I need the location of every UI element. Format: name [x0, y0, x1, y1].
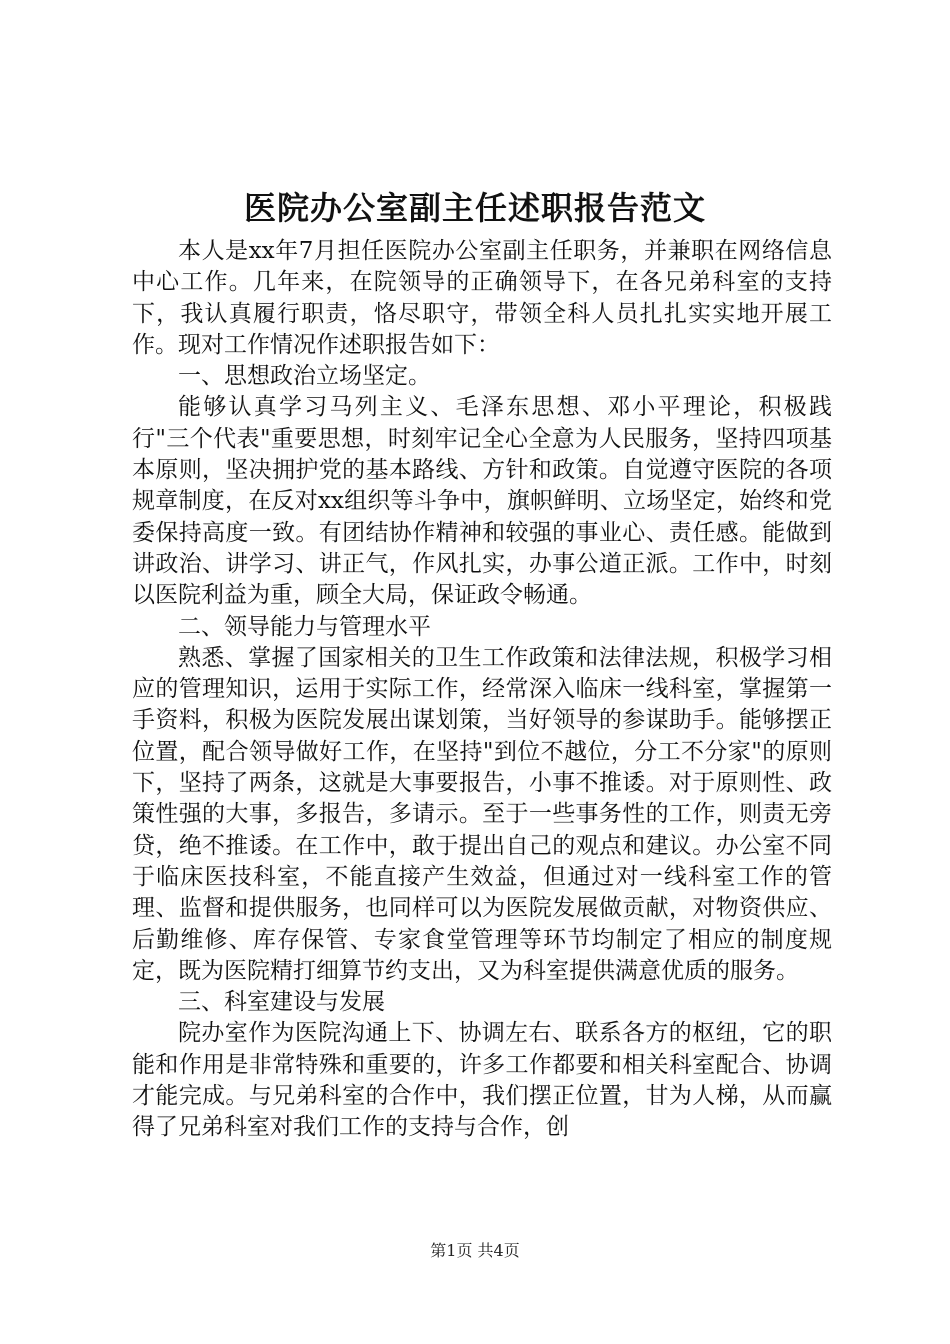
section-heading-3: 三、科室建设与发展	[178, 989, 385, 1016]
page-footer	[0, 1241, 950, 1261]
section-heading-2: 二、领导能力与管理水平	[178, 613, 431, 640]
document-title: 医院办公室副主任述职报告范文	[243, 189, 706, 227]
section-paragraph-3: 院办室作为医院沟通上下、协调左右、联系各方的枢纽，它的职能和作用是非常特殊和重要的，许多工作都要和相关科室配合、协调才能完成。与兄弟科室的合作中，我们摆正位置，甘为人梯，从而赢得了兄弟科室对我们工作的支持与合作，创	[132, 1020, 832, 1141]
section-heading-1: 一、思想政治立场坚定。	[178, 363, 431, 390]
intro-paragraph: 本人是xx年7月担任医院办公室副主任职务，并兼职在网络信息中心工作。几年来，在院领导的正确领导下，在各兄弟科室的支持下，我认真履行职责，恪尽职守，带领全科人员扎扎实实地开展工作。现对工作情况作述职报告如下：	[132, 238, 832, 358]
section-paragraph-1: 能够认真学习马列主义、毛泽东思想、邓小平理论，积极践行"三个代表"重要思想，时刻牢记全心全意为人民服务，坚持四项基本原则，坚决拥护党的基本路线、方针和政策。自觉遵守医院的各项规章制度，在反对xx组织等斗争中，旗帜鲜明、立场坚定，始终和党委保持高度一致。有团结协作精神和较强的事业心、责任感。能做到讲政治、讲学习、讲正气，作风扎实，办事公道正派。工作中，时刻以医院利益为重，顾全大局，保证政令畅通。	[132, 394, 832, 609]
document-body	[132, 236, 832, 1144]
page-number-label: 第1页 共4页	[430, 1241, 520, 1260]
section-paragraph-2: 熟悉、掌握了国家相关的卫生工作政策和法律法规，积极学习相应的管理知识，运用于实际工作，经常深入临床一线科室，掌握第一手资料，积极为医院发展出谋划策，当好领导的参谋助手。能够摆正位置，配合领导做好工作，在坚持"到位不越位，分工不分家"的原则下，坚持了两条，这就是大事要报告，小事不推诿。对于原则性、政策性强的大事，多报告，多请示。至于一些事务性的工作，则责无旁贷，绝不推诿。在工作中，敢于提出自己的观点和建议。办公室不同于临床医技科室，不能直接产生效益，但通过对一线科室工作的管理、监督和提供服务，也同样可以为医院发展做贡献，对物资供应、后勤维修、库存保管、专家食堂管理等环节均制定了相应的制度规定，既为医院精打细算节约支出，又为科室提供满意优质的服务。	[132, 644, 832, 984]
